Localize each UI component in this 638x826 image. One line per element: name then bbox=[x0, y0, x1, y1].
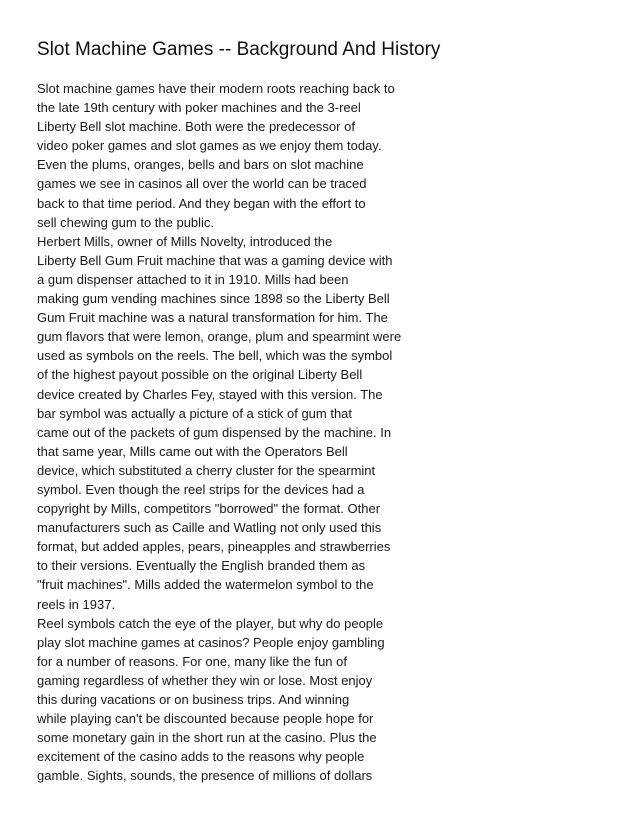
text-line: Gum Fruit machine was a natural transformation for him. The bbox=[37, 310, 388, 326]
text-line: for a number of reasons. For one, many like the fun of bbox=[37, 653, 347, 669]
text-line: copyright by Mills, competitors "borrowed" the format. Other bbox=[37, 501, 381, 517]
text-line: excitement of the casino adds to the reasons why people bbox=[37, 749, 365, 765]
text-line: reels in 1937. bbox=[37, 596, 116, 612]
text-line: Even the plums, oranges, bells and bars on slot machine bbox=[37, 157, 364, 173]
text-line: Reel symbols catch the eye of the player, but why do people bbox=[37, 615, 384, 631]
text-line: Liberty Bell slot machine. Both were the predecessor of bbox=[37, 119, 355, 135]
text-line: to their versions. Eventually the English branded them as bbox=[37, 558, 366, 574]
text-line: "fruit machines". Mills added the watermelon symbol to the bbox=[37, 577, 374, 593]
text-line: back to that time period. And they began with the effort to bbox=[37, 195, 366, 211]
text-line: symbol. Even though the reel strips for the devices had a bbox=[37, 481, 365, 497]
text-line: gamble. Sights, sounds, the presence of millions of dollars bbox=[37, 768, 373, 784]
text-line: device, which substituted a cherry cluster for the spearmint bbox=[37, 462, 376, 478]
text-line: format, but added apples, pears, pineapples and strawberries bbox=[37, 539, 391, 555]
text-line: gum flavors that were lemon, orange, plum and spearmint were bbox=[37, 329, 402, 345]
text-line: a gum dispenser attached to it in 1910. Mills had been bbox=[37, 271, 349, 287]
text-line: that same year, Mills came out with the Operators Bell bbox=[37, 443, 348, 459]
text-line: the late 19th century with poker machines and the 3-reel bbox=[37, 100, 361, 116]
text-line: sell chewing gum to the public. bbox=[37, 214, 215, 230]
text-line: video poker games and slot games as we enjoy them today. bbox=[37, 138, 382, 154]
text-line: gaming regardless of whether they win or lose. Most enjoy bbox=[37, 672, 373, 688]
text-line: used as symbols on the reels. The bell, which was the symbol bbox=[37, 348, 393, 364]
text-line: making gum vending machines since 1898 so the Liberty Bell bbox=[37, 291, 390, 307]
text-line: games we see in casinos all over the world can be traced bbox=[37, 176, 367, 192]
text-line: bar symbol was actually a picture of a stick of gum that bbox=[37, 405, 353, 421]
text-line: while playing can't be discounted because people hope for bbox=[37, 711, 374, 727]
text-line: play slot machine games at casinos? People enjoy gambling bbox=[37, 634, 385, 650]
document-body bbox=[37, 79, 401, 785]
text-line: manufacturers such as Caille and Watling not only used this bbox=[37, 520, 382, 536]
text-line: of the highest payout possible on the original Liberty Bell bbox=[37, 367, 363, 383]
text-line: came out of the packets of gum dispensed by the machine. In bbox=[37, 424, 392, 440]
text-line: this during vacations or on business trips. And winning bbox=[37, 692, 350, 707]
text-line: Herbert Mills, owner of Mills Novelty, introduced the bbox=[37, 233, 333, 249]
text-line: device created by Charles Fey, stayed with this version. The bbox=[37, 386, 383, 402]
text-line: Slot machine games have their modern roots reaching back to bbox=[37, 81, 395, 96]
text-line: some monetary gain in the short run at the casino. Plus the bbox=[37, 730, 377, 746]
text-line: Liberty Bell Gum Fruit machine that was a gaming device with bbox=[37, 252, 393, 268]
document-title: Slot Machine Games -- Background And History bbox=[37, 39, 441, 60]
